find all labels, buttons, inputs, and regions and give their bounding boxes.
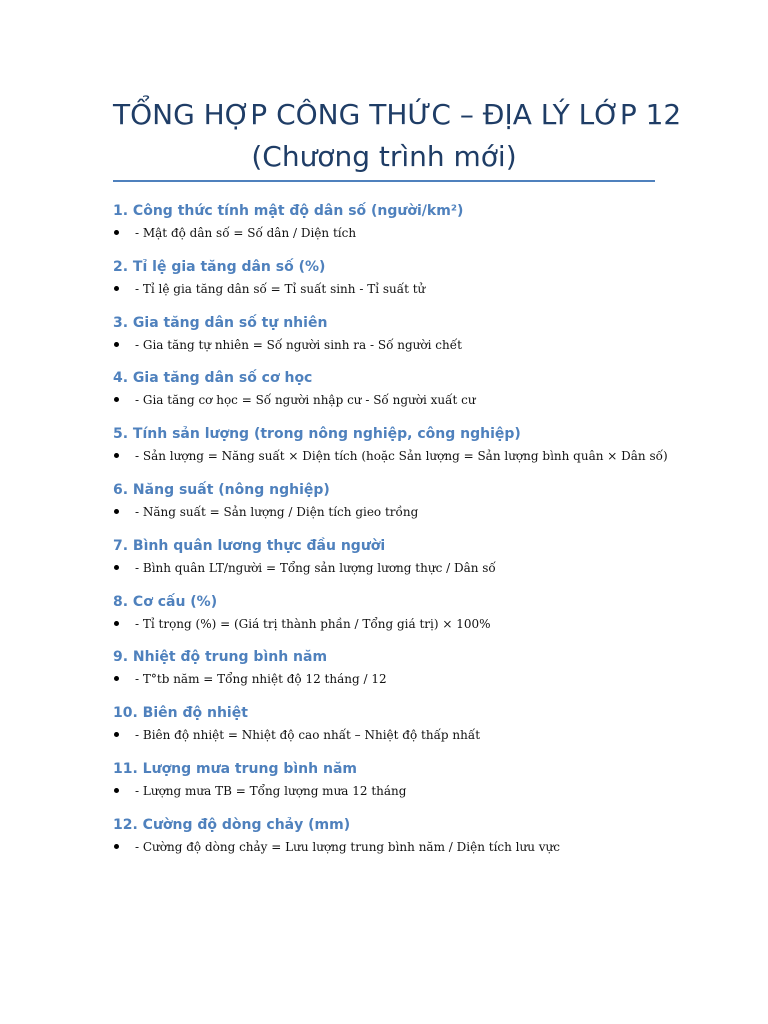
section-heading: 6. Năng suất (nông nghiệp) [113, 481, 330, 498]
section-heading: 2. Tỉ lệ gia tăng dân số (%) [113, 258, 326, 275]
section-12 [113, 814, 673, 870]
section-heading: 8. Cơ cấu (%) [113, 593, 218, 610]
bullet-text: - Lượng mưa TB = Tổng lượng mưa 12 tháng [135, 783, 407, 798]
section-heading: 1. Công thức tính mật độ dân số (người/km²) [113, 203, 464, 219]
bullet-text: - Gia tăng cơ học = Số người nhập cư - Số người xuất cư [135, 393, 476, 408]
title-line-1: TỔNG HỢP CÔNG THỨC – ĐỊA LÝ LỚP 12 [113, 98, 682, 131]
bullet-text: - Tỉ trọng (%) = (Giá trị thành phần / Tổng giá trị) × 100% [135, 616, 491, 631]
section-8 [113, 591, 673, 647]
title-line-2: (Chương trình mới) [251, 140, 517, 173]
bullet-icon [114, 509, 119, 514]
section-9 [113, 646, 673, 702]
bullet-icon [114, 788, 119, 793]
bullet-icon [114, 844, 119, 849]
bullet-text: - Bình quân LT/người = Tổng sản lượng lương thực / Dân số [135, 560, 496, 575]
bullet-icon [114, 621, 119, 626]
document-title [113, 94, 682, 178]
bullet-icon [114, 230, 119, 235]
bullet-icon [114, 397, 119, 402]
section-heading: 10. Biên độ nhiệt [113, 705, 248, 722]
bullet-text: - Tỉ lệ gia tăng dân số = Tỉ suất sinh - Tỉ suất tử [135, 281, 426, 296]
bullet-icon [114, 676, 119, 681]
section-1 [113, 200, 673, 256]
bullet-text: - Sản lượng = Năng suất × Diện tích (hoặc Sản lượng = Sản lượng bình quân × Dân số) [135, 449, 668, 464]
section-11 [113, 758, 673, 814]
bullet-icon [114, 453, 119, 458]
bullet-text: - T°tb năm = Tổng nhiệt độ 12 tháng / 12 [135, 672, 387, 687]
section-4 [113, 367, 673, 423]
section-10 [113, 702, 673, 758]
section-2 [113, 256, 673, 312]
formula-sections [113, 200, 673, 870]
section-7 [113, 535, 673, 591]
bullet-text: - Năng suất = Sản lượng / Diện tích gieo trồng [135, 504, 419, 519]
section-heading: 3. Gia tăng dân số tự nhiên [113, 314, 328, 331]
section-heading: 11. Lượng mưa trung bình năm [113, 760, 357, 777]
bullet-text: - Biên độ nhiệt = Nhiệt độ cao nhất – Nhiệt độ thấp nhất [135, 728, 481, 743]
section-heading: 4. Gia tăng dân số cơ học [113, 370, 313, 387]
title-divider [113, 180, 655, 182]
bullet-icon [114, 342, 119, 347]
section-5 [113, 423, 673, 479]
section-heading: 5. Tính sản lượng (trong nông nghiệp, công nghiệp) [113, 426, 521, 443]
section-6 [113, 479, 673, 535]
bullet-text: - Mật độ dân số = Số dân / Diện tích [135, 226, 357, 240]
bullet-text: - Cường độ dòng chảy = Lưu lượng trung bình năm / Diện tích lưu vực [135, 839, 561, 854]
bullet-icon [114, 286, 119, 291]
section-heading: 9. Nhiệt độ trung bình năm [113, 649, 328, 666]
bullet-icon [114, 565, 119, 570]
section-heading: 7. Bình quân lương thực đầu người [113, 537, 386, 554]
bullet-text: - Gia tăng tự nhiên = Số người sinh ra - Số người chết [135, 337, 462, 352]
bullet-icon [114, 732, 119, 737]
section-heading: 12. Cường độ dòng chảy (mm) [113, 816, 351, 833]
section-3 [113, 312, 673, 368]
